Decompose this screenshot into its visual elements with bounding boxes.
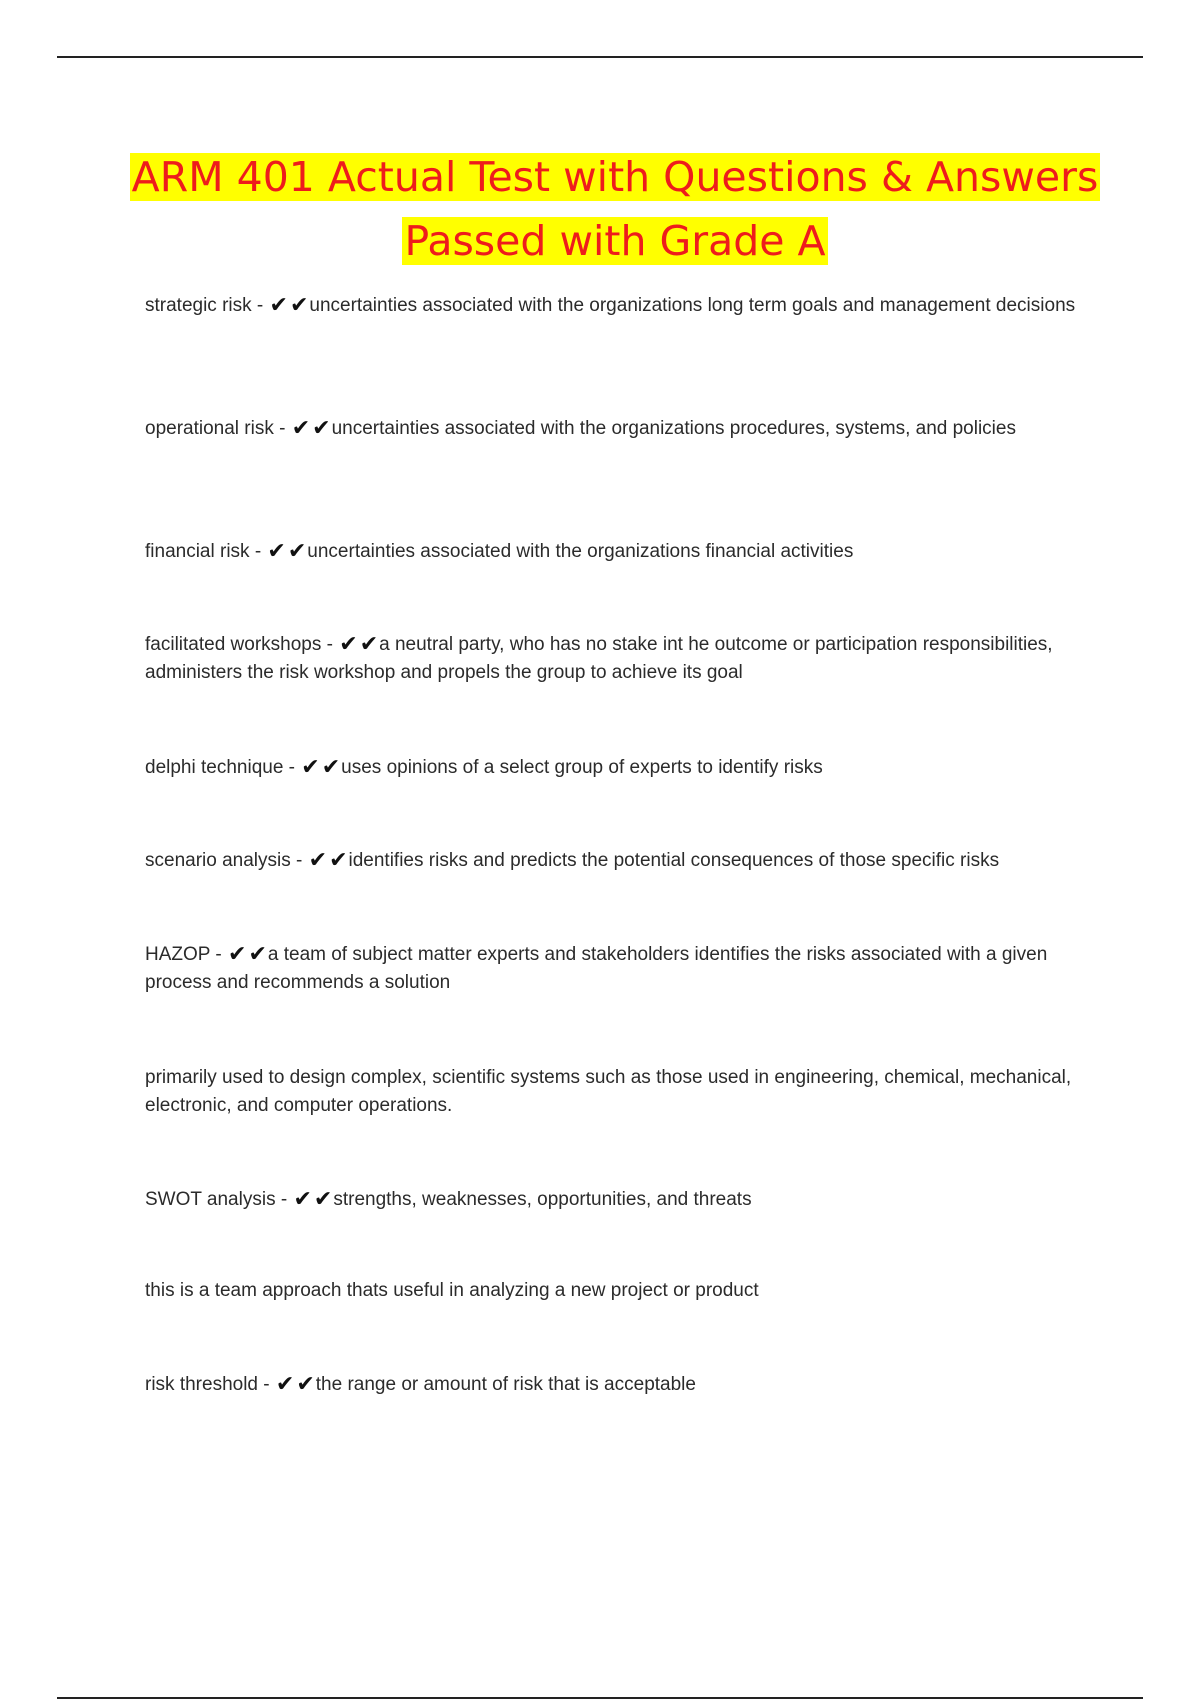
qa-entry [145, 1186, 1085, 1214]
qa-entry [145, 941, 1085, 997]
check-icon: ✔ [248, 942, 267, 967]
entry-definition: a neutral party, who has no stake int he outcome or participation responsibilities, administers the risk workshop and propels the group to achieve its goal [145, 634, 1053, 683]
qa-note: primarily used to design complex, scientific systems such as those used in engineering, chemical, mechanical, electronic, and computer operations. [145, 1067, 1072, 1116]
page-title [120, 145, 1110, 273]
check-icon: ✔ [308, 848, 328, 873]
check-icon: ✔ [267, 539, 286, 564]
entry-definition: uncertainties associated with the organizations financial activities [307, 541, 854, 562]
check-icon: ✔ [312, 416, 331, 441]
qa-entry [145, 538, 1085, 566]
check-icon: ✔ [321, 755, 341, 780]
title-line-2: Passed with Grade A [404, 217, 826, 265]
check-icon: ✔ [359, 632, 379, 657]
check-icon: ✔ [293, 1187, 312, 1212]
check-icon: ✔ [289, 293, 309, 318]
check-icon: ✔ [275, 1372, 295, 1397]
entry-term: scenario analysis - [145, 850, 308, 871]
check-icon: ✔ [313, 1187, 333, 1212]
entry-definition: the range or amount of risk that is acceptable [315, 1374, 696, 1395]
entry-term: facilitated workshops - [145, 634, 339, 655]
header-rule [57, 56, 1143, 58]
check-icon: ✔ [228, 942, 247, 967]
entry-term: HAZOP - [145, 944, 227, 965]
check-icon: ✔ [339, 632, 358, 657]
check-icon: ✔ [301, 755, 320, 780]
footer-rule [57, 1697, 1143, 1699]
entry-term: delphi technique - [145, 757, 301, 778]
title-line-1: ARM 401 Actual Test with Questions & Answers [131, 153, 1099, 201]
check-icon: ✔ [291, 416, 311, 441]
qa-entry [145, 292, 1085, 320]
qa-entry [145, 631, 1085, 687]
entry-term: operational risk - [145, 418, 291, 439]
entry-term: risk threshold - [145, 1374, 275, 1395]
entry-term: SWOT analysis - [145, 1189, 293, 1210]
qa-entry [145, 415, 1085, 443]
entry-definition: uses opinions of a select group of experts to identify risks [341, 757, 823, 778]
check-icon: ✔ [329, 848, 348, 873]
check-icon: ✔ [269, 293, 288, 318]
qa-entry [145, 1371, 1085, 1399]
entry-definition: identifies risks and predicts the potential consequences of those specific risks [348, 850, 1000, 871]
entry-definition: uncertainties associated with the organizations procedures, systems, and policies [331, 418, 1016, 439]
entry-definition: strengths, weaknesses, opportunities, and threats [333, 1189, 752, 1210]
entry-term: financial risk - [145, 541, 267, 562]
qa-entry [145, 847, 1085, 875]
entry-term: strategic risk - [145, 295, 269, 316]
qa-entry [145, 754, 1085, 782]
qa-note: this is a team approach thats useful in analyzing a new project or product [145, 1280, 759, 1301]
entry-definition: uncertainties associated with the organizations long term goals and management decisions [309, 295, 1076, 316]
check-icon: ✔ [296, 1372, 315, 1397]
check-icon: ✔ [287, 539, 307, 564]
entry-definition: a team of subject matter experts and stakeholders identifies the risks associated with a given process and recommends a solution [145, 944, 1048, 993]
